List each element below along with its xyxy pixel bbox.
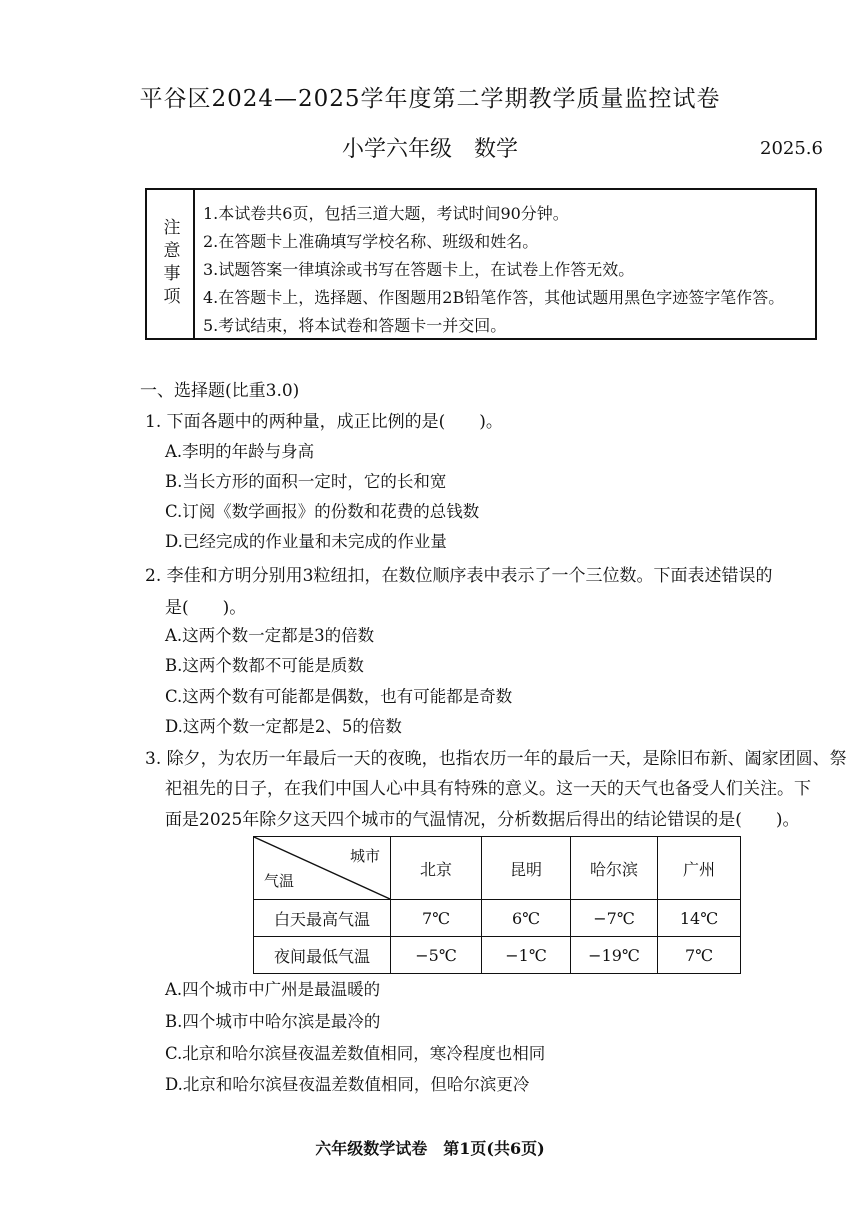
question-3-stem: 3. 除夕，为农历一年最后一天的夜晚，也指农历一年的最后一天，是除旧布新、阖家团圆、祭: [145, 749, 847, 769]
notice-label-cell: [147, 190, 195, 338]
question-1-stem: 1. 下面各题中的两种量，成正比例的是( )。: [145, 412, 503, 432]
notice-label: 注意事项: [159, 218, 180, 310]
exam-date: 2025.6: [760, 138, 823, 159]
table-cell: 14℃: [658, 900, 741, 937]
notice-box: [145, 188, 817, 340]
notice-item: 4.在答题卡上，选择题、作图题用2B铅笔作答，其他试题用黑色字迹签字笔作答。: [203, 288, 785, 307]
notice-item: 2.在答题卡上准确填写学校名称、班级和姓名。: [203, 232, 539, 251]
question-3-option-c: C.北京和哈尔滨昼夜温差数值相同，寒冷程度也相同: [165, 1044, 546, 1063]
question-2-option-c: C.这两个数有可能都是偶数，也有可能都是奇数: [165, 687, 513, 706]
notice-item: 1.本试卷共6页，包括三道大题，考试时间90分钟。: [203, 204, 569, 223]
question-3-option-b: B.四个城市中哈尔滨是最冷的: [165, 1012, 381, 1031]
question-2-option-b: B.这两个数都不可能是质数: [165, 656, 364, 675]
question-2-option-a: A.这两个数一定都是3的倍数: [165, 626, 375, 645]
table-header-city: 哈尔滨: [571, 837, 658, 900]
notice-list: [203, 200, 784, 340]
question-2-stem: 2. 李佳和方明分别用3粒纽扣，在数位顺序表中表示了一个三位数。下面表述错误的: [145, 566, 773, 586]
exam-title: 平谷区2024—2025学年度第二学期教学质量监控试卷: [139, 86, 721, 112]
question-2-stem-cont: 是( )。: [165, 598, 247, 618]
table-cell: −1℃: [482, 937, 571, 974]
question-3-option-a: A.四个城市中广州是最温暖的: [165, 980, 381, 999]
table-corner-cell: [254, 837, 391, 900]
row-label: 夜间最低气温: [254, 937, 391, 974]
corner-label-city: 城市: [349, 847, 380, 865]
question-3-option-d: D.北京和哈尔滨昼夜温差数值相同，但哈尔滨更冷: [165, 1075, 530, 1094]
table-cell: −5℃: [391, 937, 482, 974]
question-1-option-c: C.订阅《数学画报》的份数和花费的总钱数: [165, 502, 480, 521]
question-2-option-d: D.这两个数一定都是2、5的倍数: [165, 717, 402, 736]
question-1-option-d: D.已经完成的作业量和未完成的作业量: [165, 532, 447, 551]
section-heading: 一、选择题(比重3.0): [140, 381, 300, 401]
corner-label-temp: 气温: [264, 872, 295, 890]
exam-subtitle: 小学六年级 数学: [341, 137, 518, 162]
table-header-city: 广州: [658, 837, 741, 900]
table-header-city: 北京: [391, 837, 482, 900]
temperature-table: [253, 836, 741, 974]
question-3-stem-cont: 祀祖先的日子，在我们中国人心中具有特殊的意义。这一天的天气也备受人们关注。下: [165, 779, 811, 799]
table-cell: 6℃: [482, 900, 571, 937]
table-cell: −7℃: [571, 900, 658, 937]
table-cell: −19℃: [571, 937, 658, 974]
table-cell: 7℃: [391, 900, 482, 937]
table-header-city: 昆明: [482, 837, 571, 900]
table-row: [254, 900, 741, 937]
row-label: 白天最高气温: [254, 900, 391, 937]
notice-item: 3.试题答案一律填涂或书写在答题卡上，在试卷上作答无效。: [203, 260, 635, 279]
table-cell: 7℃: [658, 937, 741, 974]
page-footer: 六年级数学试卷 第1页(共6页): [315, 1139, 545, 1158]
question-3-stem-cont: 面是2025年除夕这天四个城市的气温情况，分析数据后得出的结论错误的是( )。: [165, 810, 800, 830]
question-1-option-a: A.李明的年龄与身高: [165, 442, 315, 461]
notice-item: 5.考试结束，将本试卷和答题卡一并交回。: [203, 316, 507, 335]
table-row: [254, 937, 741, 974]
question-1-option-b: B.当长方形的面积一定时，它的长和宽: [165, 472, 447, 491]
